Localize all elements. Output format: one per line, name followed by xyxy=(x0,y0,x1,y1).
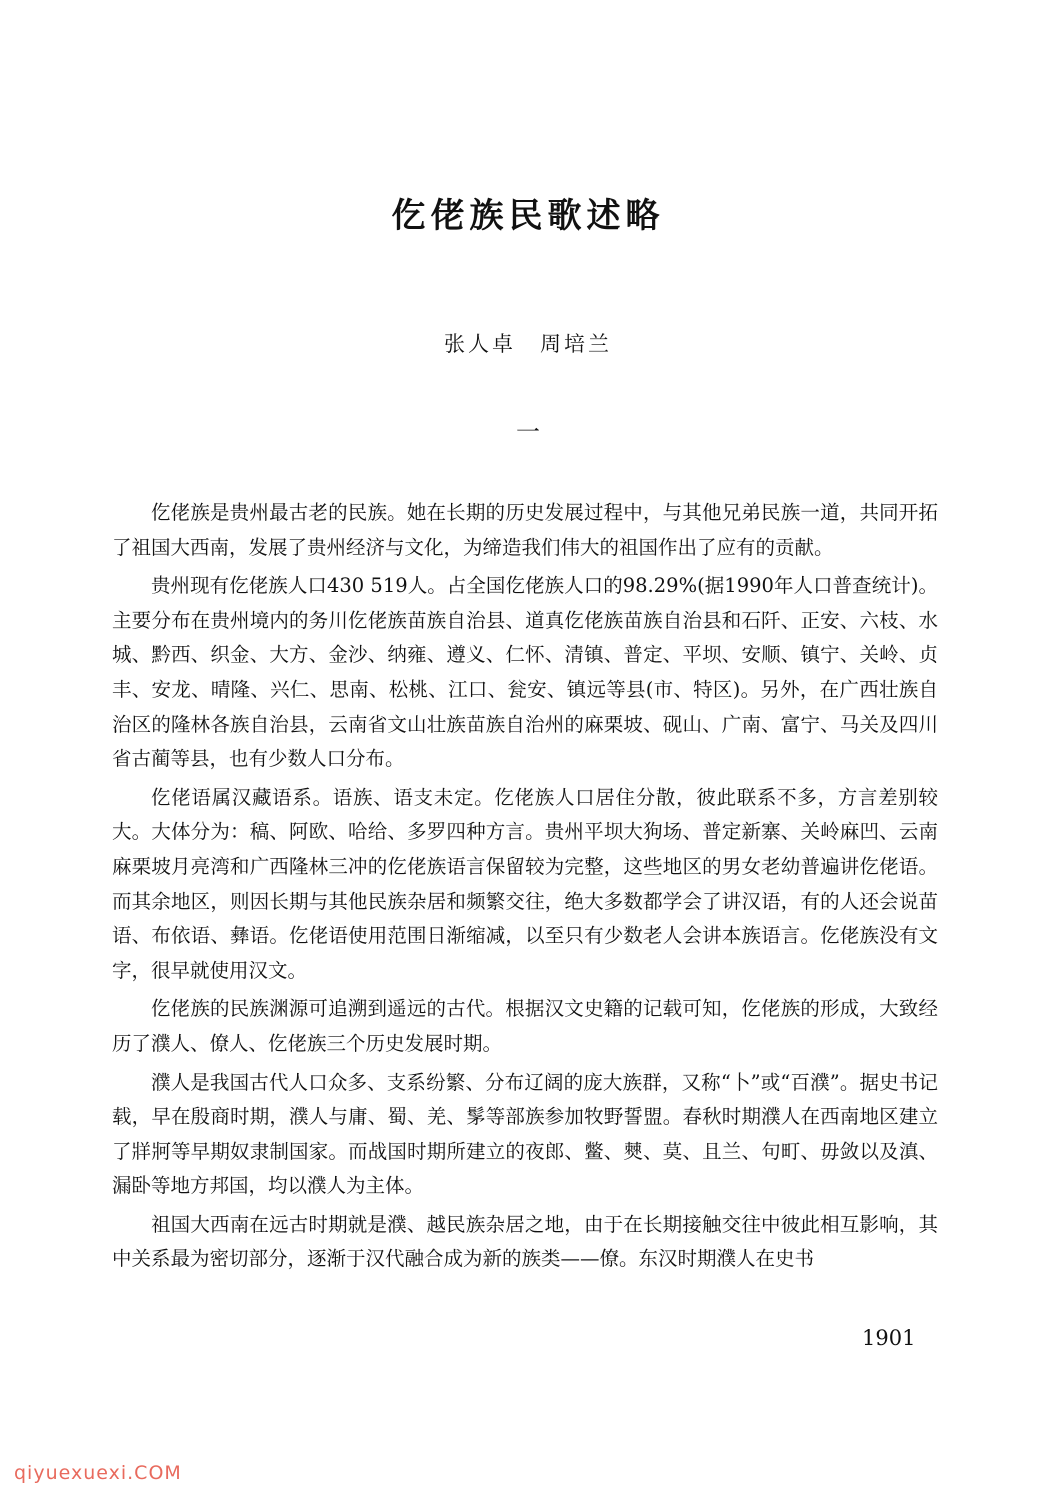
article-body xyxy=(112,496,938,1281)
paragraph: 仡佬语属汉藏语系。语族、语支未定。仡佬族人口居住分散，彼此联系不多，方言差别较大。大体分为：稿、阿欧、哈给、多罗四种方言。贵州平坝大狗场、普定新寨、关岭麻凹、云南麻栗坡月亮湾和广西隆林三冲的仡佬族语言保留较为完整，这些地区的男女老幼普遍讲仡佬语。而其余地区，则因长期与其他民族杂居和频繁交往，绝大多数都学会了讲汉语，有的人还会说苗语、布依语、彝语。仡佬语使用范围日渐缩减，以至只有少数老人会讲本族语言。仡佬族没有文字，很早就使用汉文。 xyxy=(112,785,938,982)
paragraph: 贵州现有仡佬族人口430 519人。占全国仡佬族人口的98.29%(据1990年人口普查统计)。主要分布在贵州境内的务川仡佬族苗族自治县、道真仡佬族苗族自治县和石阡、正安、六枝、水城、黔西、织金、大方、金沙、纳雍、遵义、仁怀、清镇、普定、平坝、安顺、镇宁、关岭、贞丰、安龙、晴隆、兴仁、思南、松桃、江口、瓮安、镇远等县(市、特区)。另外，在广西壮族自治区的隆林各族自治县，云南省文山壮族苗族自治州的麻栗坡、砚山、广南、富宁、马关及四川省古蔺等县，也有少数人口分布。 xyxy=(112,574,938,771)
article-authors: 张人卓 周培兰 xyxy=(444,332,612,356)
site-watermark: qiyuexuexi.COM xyxy=(14,1462,182,1484)
paragraph: 祖国大西南在远古时期就是濮、越民族杂居之地，由于在长期接触交往中彼此相互影响，其中关系最为密切部分，逐渐于汉代融合成为新的族类——僚。东汉时期濮人在史书 xyxy=(112,1212,938,1271)
paragraph: 仡佬族是贵州最古老的民族。她在长期的历史发展过程中，与其他兄弟民族一道，共同开拓了祖国大西南，发展了贵州经济与文化，为缔造我们伟大的祖国作出了应有的贡献。 xyxy=(112,501,938,559)
paragraph: 仡佬族的民族渊源可追溯到遥远的古代。根据汉文史籍的记载可知，仡佬族的形成，大致经历了濮人、僚人、仡佬族三个历史发展时期。 xyxy=(112,997,938,1055)
section-number: 一 xyxy=(516,418,540,446)
article-title: 仡佬族民歌述略 xyxy=(391,196,665,236)
paragraph: 濮人是我国古代人口众多、支系纷繁、分布辽阔的庞大族群，又称“卜”或“百濮”。据史书记载，早在殷商时期，濮人与庸、蜀、羌、髳等部族参加牧野誓盟。春秋时期濮人在西南地区建立了牂牁等早期奴隶制国家。而战国时期所建立的夜郎、鳖、僰、莫、且兰、句町、毋敛以及滇、漏卧等地方邦国，均以濮人为主体。 xyxy=(112,1070,938,1198)
page-number: 1901 xyxy=(862,1326,916,1350)
